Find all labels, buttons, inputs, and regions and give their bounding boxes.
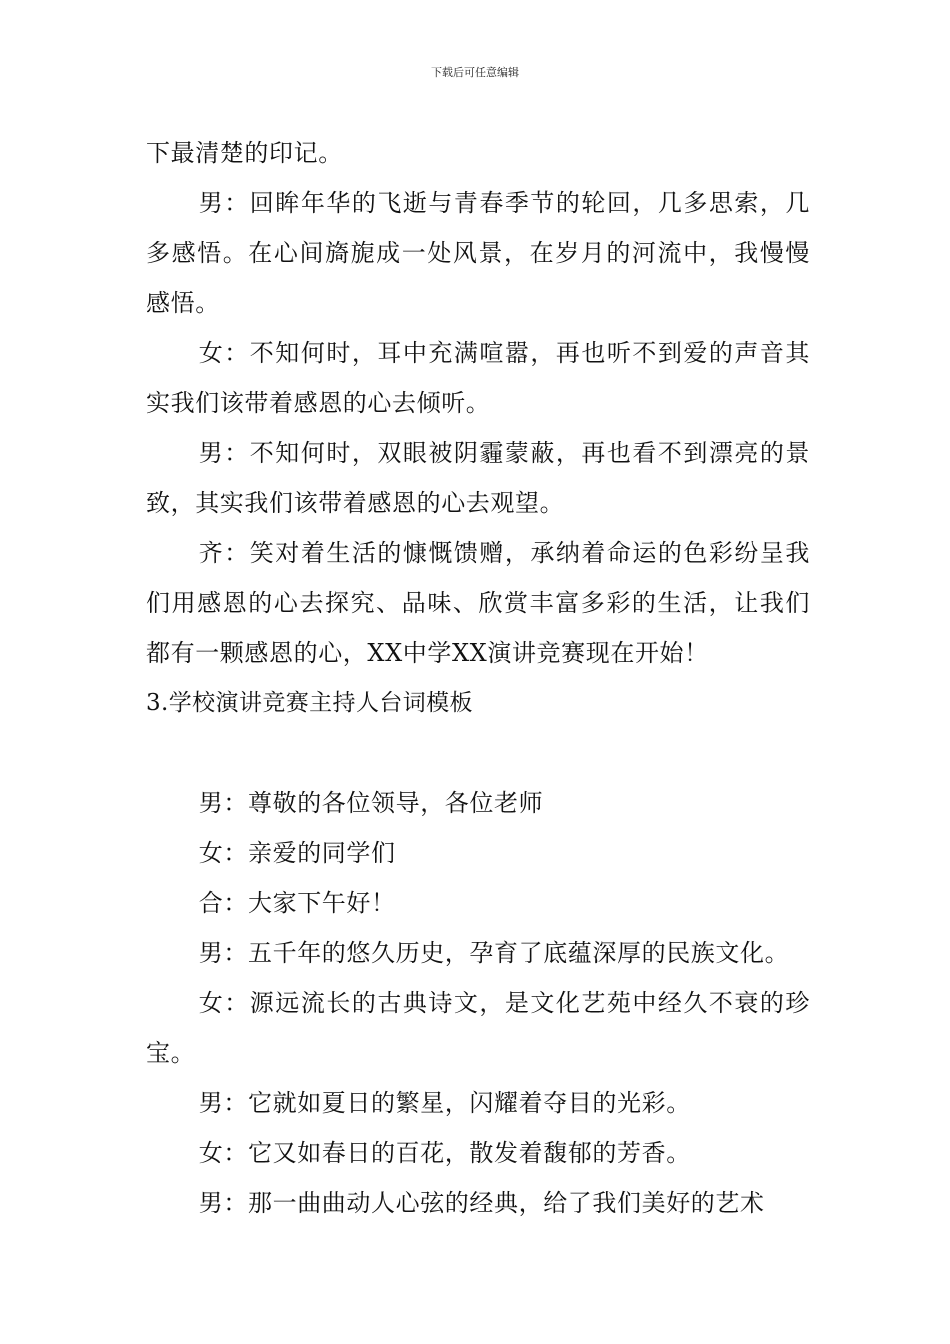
dialogue-paragraph: 女：它又如春日的百花，散发着馥郁的芳香。 [198, 1139, 691, 1167]
dialogue-paragraph: 男：它就如夏日的繁星，闪耀着夺目的光彩。 [198, 1089, 691, 1117]
dialogue-paragraph: 男：五千年的悠久历史，孕育了底蕴深厚的民族文化。 [198, 939, 790, 967]
dialogue-paragraph: 男：那一曲曲动人心弦的经典，给了我们美好的艺术 [198, 1189, 765, 1217]
document-body [146, 128, 810, 1228]
section-heading: 3.学校演讲竞赛主持人台词模板 [146, 690, 473, 716]
dialogue-paragraph: 女：亲爱的同学们 [198, 839, 396, 867]
dialogue-paragraph: 齐：笑对着生活的慷慨馈赠，承纳着命运的色彩纷呈我们用感恩的心去探究、品味、欣赏丰富多彩的生活，让我们都有一颗感恩的心，XX中学XX演讲竞赛现在开始！ [146, 539, 810, 667]
dialogue-paragraph: 男：不知何时，双眼被阴霾蒙蔽，再也看不到漂亮的景致，其实我们该带着感恩的心去观望。 [146, 439, 810, 517]
page-header-note: 下载后可任意编辑 [431, 66, 519, 79]
dialogue-paragraph: 女：源远流长的古典诗文，是文化艺苑中经久不衰的珍宝。 [146, 989, 810, 1067]
dialogue-paragraph: 合：大家下午好！ [198, 889, 396, 917]
blank-line [146, 728, 810, 778]
dialogue-paragraph: 男：尊敬的各位领导，各位老师 [198, 789, 544, 817]
paragraph-continuation: 下最清楚的印记。 [146, 139, 343, 167]
dialogue-paragraph: 女：不知何时，耳中充满喧嚣，再也听不到爱的声音其实我们该带着感恩的心去倾听。 [146, 339, 810, 417]
dialogue-paragraph: 男：回眸年华的飞逝与青春季节的轮回，几多思索，几多感悟。在心间旖旎成一处风景，在岁月的河流中，我慢慢感悟。 [146, 189, 810, 317]
